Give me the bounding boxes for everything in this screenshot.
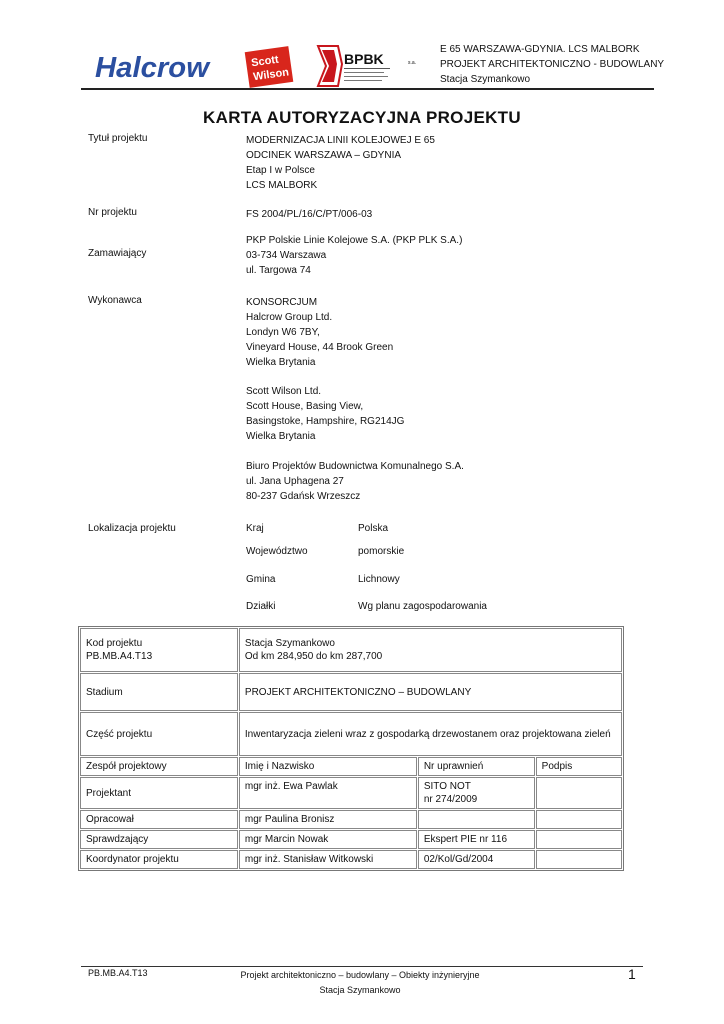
table-row [80,830,622,849]
text-line: Scott Wilson Ltd. [246,386,322,397]
footer-divider [81,966,643,967]
project-title-label: Tytuł projektu [88,133,148,144]
team-name: mgr Marcin Nowak [239,830,417,849]
project-code-label [80,628,238,672]
header-line: Stacja Szymankowo [440,74,531,85]
column-header: Nr uprawnień [418,757,535,776]
table-header-row [80,757,622,776]
location-country-value: Polska [358,523,389,534]
location-country-key: Kraj [246,523,264,534]
text-line: 03-734 Warszawa [246,250,327,261]
table-row [80,850,622,869]
location-plots-value: Wg planu zagospodarowania [358,601,487,612]
team-license: 02/Kol/Gd/2004 [418,850,535,869]
svg-text:BPBK: BPBK [344,51,384,67]
column-header: Imię i Nazwisko [239,757,417,776]
project-part-label: Część projektu [80,712,238,756]
header-line: E 65 WARSZAWA-GDYNIA. LCS MALBORK [440,44,640,55]
bpbk-logo [316,44,426,88]
text-line: Londyn W6 7BY, [246,327,320,338]
team-name: mgr inż. Ewa Pawlak [239,777,417,809]
svg-text:Scott: Scott [250,53,280,70]
team-name: mgr Paulina Bronisz [239,810,417,829]
text-line: KONSORCJUM [246,297,318,308]
text-line: ul. Jana Uphagena 27 [246,476,344,487]
text-line: Wielka Brytania [246,357,316,368]
team-signature [536,810,622,829]
team-name: mgr inż. Stanisław Witkowski [239,850,417,869]
stage-value: PROJEKT ARCHITEKTONICZNO – BUDOWLANY [239,673,622,711]
svg-text:Wilson: Wilson [252,66,290,84]
authorization-table [78,626,624,871]
text-line: Halcrow Group Ltd. [246,312,333,323]
document-title: KARTA AUTORYZACYJNA PROJEKTU [203,108,521,127]
project-title-value [246,133,435,193]
contractor-block-scott-wilson [246,384,404,444]
column-header: Zespół projektowy [80,757,238,776]
team-role: Koordynator projektu [80,850,238,869]
text-line: Stacja Szymankowo [319,985,401,995]
text-line: Kod projektu [86,638,143,649]
text-line: PB.MB.A4.T13 [86,651,153,662]
header-line: PROJEKT ARCHITEKTONICZNO - BUDOWLANY [440,59,665,70]
client-label: Zamawiający [88,248,147,259]
text-line: MODERNIZACJA LINII KOLEJOWEJ E 65 [246,135,435,146]
column-header: Podpis [536,757,622,776]
contractor-label: Wykonawca [88,295,142,306]
text-line: 80-237 Gdańsk Wrzeszcz [246,491,361,502]
footer-project-code: PB.MB.A4.T13 [88,968,148,978]
team-license [418,777,535,809]
team-license: Ekspert PIE nr 116 [418,830,535,849]
contractor-block-bpbk [246,459,464,504]
text-line: Etap I w Polsce [246,165,315,176]
location-municipality-key: Gmina [246,574,276,585]
stage-label: Stadium [80,673,238,711]
text-line: Wielka Brytania [246,431,316,442]
team-signature [536,830,622,849]
location-voivodeship-value: pomorskie [358,546,405,557]
header-project-info [440,42,664,87]
text-line: Projekt architektoniczno – budowlany – Obiekty inżynieryjne [240,970,480,980]
text-line: ul. Targowa 74 [246,265,311,276]
team-role: Sprawdzający [80,830,238,849]
header-divider [81,88,654,90]
text-line: LCS MALBORK [246,180,318,191]
contractor-block-halcrow [246,295,393,370]
text-line: Stacja Szymankowo [244,638,335,649]
footer-description [210,968,510,998]
table-row [80,712,622,756]
team-role: Opracował [80,810,238,829]
text-line: Basingstoke, Hampshire, RG214JG [246,416,405,427]
table-row [80,777,622,809]
text-line: Vineyard House, 44 Brook Green [246,342,394,353]
table-row [80,810,622,829]
project-number-value: FS 2004/PL/16/C/PT/006-03 [246,209,373,220]
halcrow-logo [94,48,212,84]
text-line: Scott House, Basing View, [246,401,364,412]
project-code-value [239,628,622,672]
location-voivodeship-key: Województwo [246,546,308,557]
project-part-value: Inwentaryzacja zieleni wraz z gospodarką drzewostanem oraz projektowana zieleń [239,712,622,756]
location-label: Lokalizacja projektu [88,523,176,534]
table-row [80,673,622,711]
team-signature [536,850,622,869]
scott-wilson-logo [244,45,294,89]
text-line: SITO NOT [423,781,471,792]
table-row [80,628,622,672]
text-line: ODCINEK WARSZAWA – GDYNIA [246,150,402,161]
project-number-label: Nr projektu [88,207,137,218]
page-number: 1 [628,966,636,982]
location-municipality-value: Lichnowy [358,574,400,585]
team-signature [536,777,622,809]
team-license [418,810,535,829]
team-role: Projektant [80,777,238,809]
svg-text:s.a.: s.a. [408,60,417,66]
svg-text:Halcrow: Halcrow [95,52,212,84]
text-line: nr 274/2009 [423,794,478,805]
location-plots-key: Działki [246,601,276,612]
client-value [246,233,462,278]
text-line: Od km 284,950 do km 287,700 [244,651,383,662]
text-line: Biuro Projektów Budownictwa Komunalnego S.A. [246,461,464,472]
text-line: PKP Polskie Linie Kolejowe S.A. (PKP PLK S.A.) [246,235,463,246]
